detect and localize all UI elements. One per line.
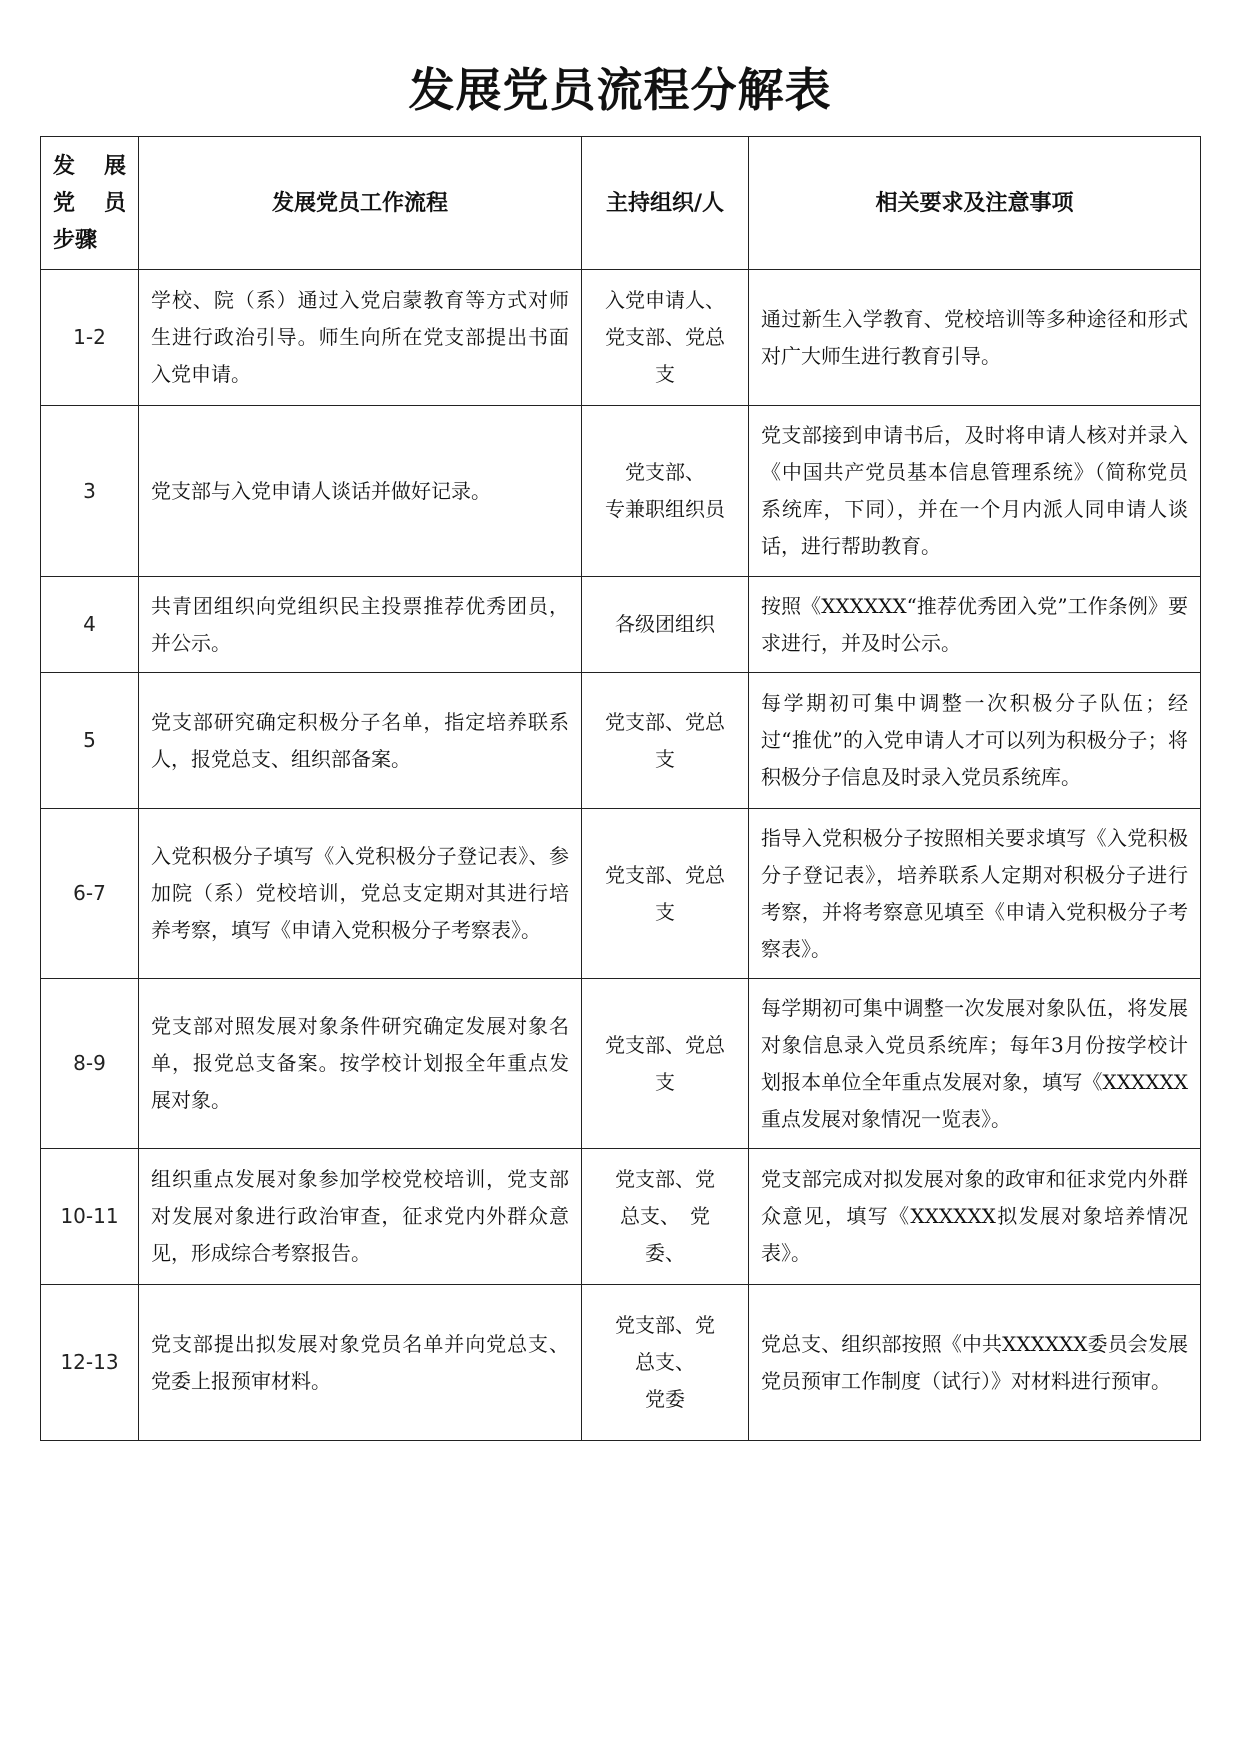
page-title: 发展党员流程分解表 [408, 63, 832, 117]
process-cell: 党支部与入党申请人谈话并做好记录。 [139, 406, 582, 577]
step-cell: 6-7 [41, 809, 139, 979]
host-line: 党支部、党总 [605, 1032, 725, 1057]
notes-cell: 党总支、组织部按照《中共XXXXXX委员会发展党员预审工作制度（试行）》对材料进行预审。 [749, 1285, 1201, 1441]
table-row [41, 577, 1201, 673]
host-line: 总支、 党 [620, 1204, 710, 1228]
table-row [41, 1149, 1201, 1285]
header-notes: 相关要求及注意事项 [749, 137, 1201, 270]
table-header-row [41, 137, 1201, 270]
host-line: 党支部、党总 [605, 709, 725, 734]
host-cell [582, 1149, 749, 1285]
step-cell: 1-2 [41, 270, 139, 406]
table-row [41, 270, 1201, 406]
host-line: 党支部、党总 [605, 325, 725, 349]
host-line: 各级团组织 [615, 612, 715, 636]
host-cell [582, 673, 749, 809]
process-cell: 组织重点发展对象参加学校党校培训，党支部对发展对象进行政治审查，征求党内外群众意见，形成综合考察报告。 [139, 1149, 582, 1285]
host-line: 入党申请人、 [605, 288, 725, 312]
notes-cell: 按照《XXXXXX“推荐优秀团入党”工作条例》要求进行，并及时公示。 [749, 577, 1201, 673]
host-line: 支 [655, 362, 675, 386]
header-step-line: 步骤 [53, 227, 98, 253]
header-step-line: 党 员 [53, 190, 126, 216]
step-cell: 3 [41, 406, 139, 577]
host-line: 专兼职组织员 [605, 497, 725, 521]
notes-cell: 指导入党积极分子按照相关要求填写《入党积极分子登记表》，培养联系人定期对积极分子进行考察，并将考察意见填至《申请入党积极分子考察表》。 [749, 809, 1201, 979]
host-cell [582, 577, 749, 673]
process-cell: 党支部对照发展对象条件研究确定发展对象名单，报党总支备案。按学校计划报全年重点发展对象。 [139, 979, 582, 1149]
step-cell: 5 [41, 673, 139, 809]
host-cell [582, 979, 749, 1149]
notes-cell: 每学期初可集中调整一次发展对象队伍，将发展对象信息录入党员系统库；每年3月份按学校计划报本单位全年重点发展对象，填写《XXXXXX重点发展对象情况一览表》。 [749, 979, 1201, 1149]
host-line: 总支、 [635, 1350, 695, 1374]
process-cell: 入党积极分子填写《入党积极分子登记表》、参加院（系）党校培训，党总支定期对其进行培养考察，填写《申请入党积极分子考察表》。 [139, 809, 582, 979]
process-cell: 共青团组织向党组织民主投票推荐优秀团员，并公示。 [139, 577, 582, 673]
table-row [41, 406, 1201, 577]
notes-cell: 党支部完成对拟发展对象的政审和征求党内外群众意见，填写《XXXXXX拟发展对象培养情况表》。 [749, 1149, 1201, 1285]
host-line: 党支部、党 [615, 1313, 715, 1337]
host-cell [582, 809, 749, 979]
notes-cell: 通过新生入学教育、党校培训等多种途径和形式对广大师生进行教育引导。 [749, 270, 1201, 406]
process-cell: 党支部研究确定积极分子名单，指定培养联系人，报党总支、组织部备案。 [139, 673, 582, 809]
host-cell [582, 406, 749, 577]
host-line: 党支部、党 [615, 1167, 715, 1191]
header-host: 主持组织/人 [582, 137, 749, 270]
notes-cell: 党支部接到申请书后，及时将申请人核对并录入《中国共产党员基本信息管理系统》（简称党员系统库，下同），并在一个月内派人同申请人谈话，进行帮助教育。 [749, 406, 1201, 577]
host-line: 支 [655, 899, 675, 924]
table-row [41, 1285, 1201, 1441]
step-cell: 4 [41, 577, 139, 673]
header-process: 发展党员工作流程 [139, 137, 582, 270]
header-step [41, 137, 139, 270]
host-line: 党支部、党总 [605, 862, 725, 887]
host-cell [582, 1285, 749, 1441]
step-cell: 10-11 [41, 1149, 139, 1285]
host-line: 委、 [645, 1241, 685, 1265]
step-cell: 12-13 [41, 1285, 139, 1441]
host-cell [582, 270, 749, 406]
process-cell: 党支部提出拟发展对象党员名单并向党总支、党委上报预审材料。 [139, 1285, 582, 1441]
host-line: 支 [655, 1069, 675, 1094]
process-cell: 学校、院（系）通过入党启蒙教育等方式对师生进行政治引导。师生向所在党支部提出书面入党申请。 [139, 270, 582, 406]
host-line: 支 [655, 746, 675, 771]
table-row [41, 673, 1201, 809]
host-line: 党委 [645, 1387, 685, 1411]
notes-cell: 每学期初可集中调整一次积极分子队伍；经过“推优”的入党申请人才可以列为积极分子；将积极分子信息及时录入党员系统库。 [749, 673, 1201, 809]
step-cell: 8-9 [41, 979, 139, 1149]
table-row [41, 809, 1201, 979]
process-table [40, 136, 1201, 1441]
table-row [41, 979, 1201, 1149]
header-step-line: 发 展 [53, 153, 126, 179]
host-line: 党支部、 [625, 460, 705, 484]
